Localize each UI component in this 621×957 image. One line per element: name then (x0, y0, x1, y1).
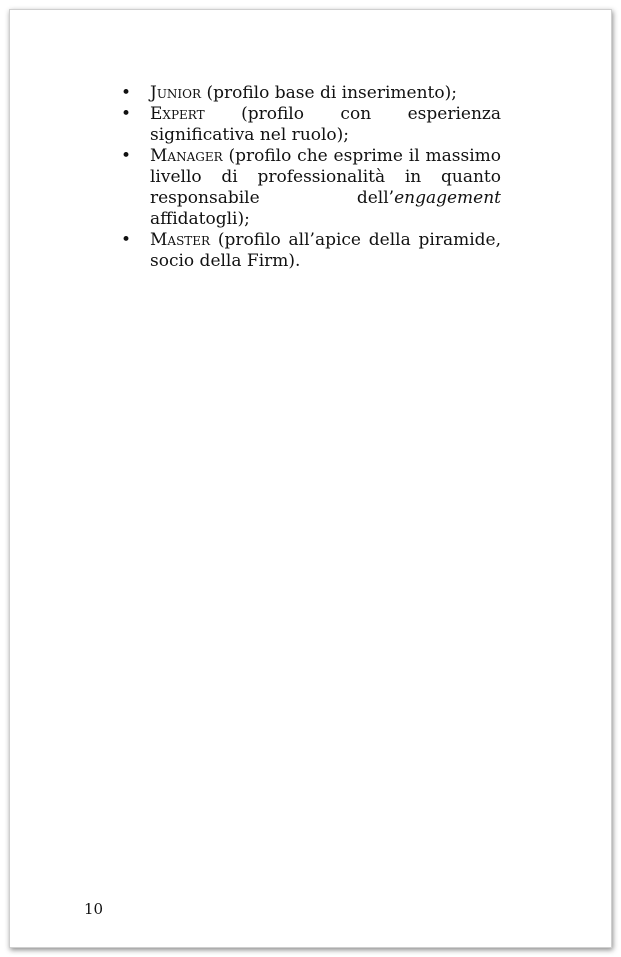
item-text: (profilo base di inserimento); (201, 83, 457, 103)
term-master: Master (150, 230, 211, 250)
list-item-master (121, 230, 501, 272)
term-junior: Junior (150, 83, 202, 103)
item-text: (profilo all’apice della piramide, socio della Firm). (150, 230, 501, 271)
bullet-icon: • (121, 104, 132, 124)
bullet-icon: • (121, 230, 132, 250)
document-page (9, 9, 612, 948)
list-item-manager (121, 146, 501, 230)
term-expert: Expert (150, 104, 205, 124)
term-manager: Manager (150, 146, 223, 166)
list-item-junior (121, 83, 501, 104)
page-number: 10 (84, 900, 104, 918)
item-text: (profilo con esperienza significativa nel ruolo); (150, 104, 501, 145)
list-item-expert (121, 104, 501, 146)
item-text-after: affidatogli); (150, 209, 250, 229)
bullet-icon: • (121, 146, 132, 166)
item-text: (profilo che esprime il massimo livello di professionalità in quanto responsabile dell’ (150, 146, 501, 208)
role-profile-list (121, 83, 501, 272)
emphasis-engagement: engagement (394, 188, 501, 208)
bullet-icon: • (121, 83, 132, 103)
